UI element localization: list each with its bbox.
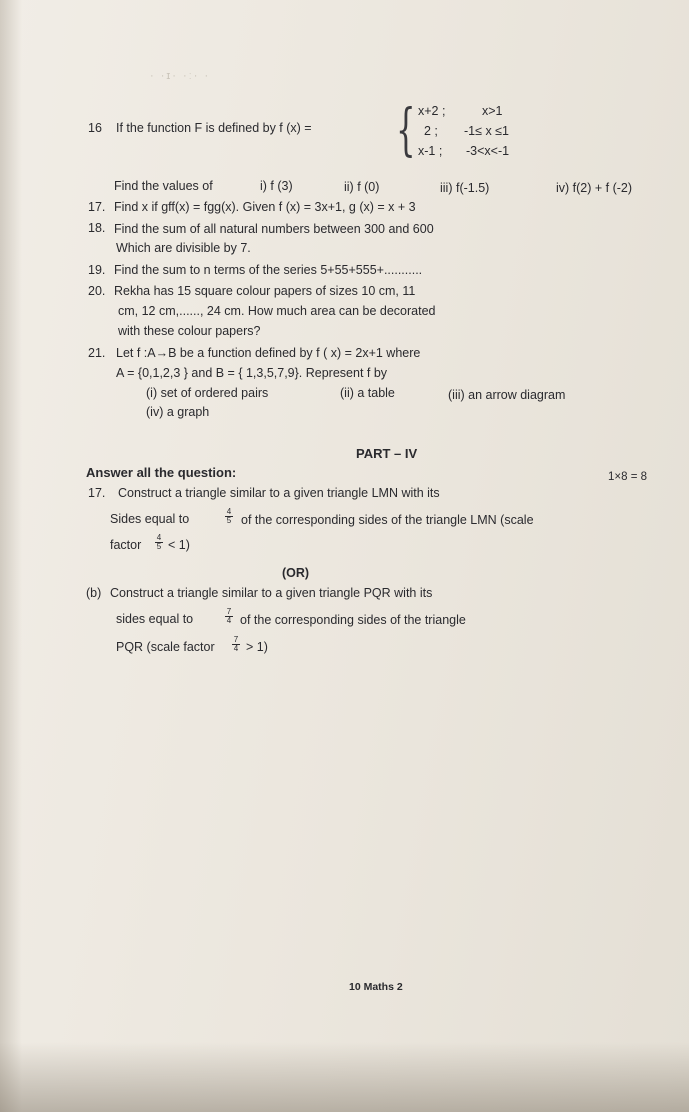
q16-case-3-cond: -3<x<-1 bbox=[466, 144, 510, 158]
q18-line-2: Which are divisible by 7. bbox=[116, 241, 251, 255]
q16-case-2-cond: -1≤ x ≤1 bbox=[464, 124, 509, 138]
qb-line-3a: PQR (scale factor bbox=[116, 640, 215, 654]
q16-case-1-cond: x>1 bbox=[482, 104, 503, 118]
qb-line-3b: > 1) bbox=[246, 640, 268, 654]
q16-case-1-expr: x+2 ; bbox=[418, 104, 446, 118]
q20-line-2: cm, 12 cm,......, 24 cm. How much area can be decorated bbox=[118, 304, 436, 318]
qb-fraction-2-den: 4 bbox=[233, 644, 239, 653]
q21-option-ii: (ii) a table bbox=[340, 386, 395, 400]
qb-fraction-2 bbox=[232, 636, 240, 653]
piecewise-brace: { bbox=[396, 98, 416, 163]
section-instruction: Answer all the question: bbox=[86, 465, 237, 480]
q16-part-i: i) f (3) bbox=[260, 179, 293, 193]
page-left-shadow bbox=[0, 0, 22, 1112]
marks-scheme: 1×8 = 8 bbox=[608, 471, 648, 483]
q17b-fraction-1-den: 5 bbox=[226, 516, 232, 525]
qb-line-2a: sides equal to bbox=[116, 612, 194, 626]
q18-number: 18. bbox=[88, 221, 106, 235]
q19-number: 19. bbox=[88, 263, 106, 277]
q17b-number: 17. bbox=[88, 486, 106, 500]
q16-part-ii: ii) f (0) bbox=[344, 180, 380, 194]
qb-fraction-2-num: 7 bbox=[233, 635, 239, 644]
q20-line-3: with these colour papers? bbox=[118, 324, 261, 338]
q17b-line-2b: of the corresponding sides of the triangle LMN (scale bbox=[241, 513, 534, 527]
qb-fraction-1 bbox=[225, 608, 233, 625]
part-title: PART – IV bbox=[356, 446, 418, 461]
q16-part-iii: iii) f(-1.5) bbox=[440, 181, 490, 195]
q20-number: 20. bbox=[88, 284, 106, 298]
q16-find-label: Find the values of bbox=[114, 179, 213, 193]
q21-option-i: (i) set of ordered pairs bbox=[146, 386, 269, 400]
q19-text: Find the sum to n terms of the series 5+55+555+........... bbox=[114, 263, 423, 277]
q16-stem: If the function F is defined by f (x) = bbox=[116, 121, 312, 135]
q21-option-iv: (iv) a graph bbox=[146, 405, 210, 419]
q16-case-3-expr: x-1 ; bbox=[418, 144, 443, 158]
qb-line-2b: of the corresponding sides of the triangle bbox=[240, 613, 466, 627]
q17-number: 17. bbox=[88, 200, 106, 214]
q21-line-1: Let f :A→B be a function defined by f ( x) = 2x+1 where bbox=[116, 346, 421, 360]
faded-header-text: · ·ɪ· ·ː· · bbox=[150, 70, 211, 82]
q17b-fraction-1-num: 4 bbox=[226, 507, 232, 516]
q16-case-2-expr: 2 ; bbox=[424, 124, 438, 138]
q20-line-1: Rekha has 15 square colour papers of sizes 10 cm, 11 bbox=[114, 284, 416, 298]
or-label: (OR) bbox=[282, 566, 310, 580]
q21-number: 21. bbox=[88, 346, 106, 360]
q17b-fraction-2 bbox=[155, 534, 163, 551]
q17-text: Find x if gff(x) = fgg(x). Given f (x) = 3x+1, g (x) = x + 3 bbox=[114, 200, 416, 214]
q17b-line-1: Construct a triangle similar to a given triangle LMN with its bbox=[118, 486, 440, 500]
q18-line-1: Find the sum of all natural numbers between 300 and 600 bbox=[114, 222, 434, 236]
q17b-fraction-2-num: 4 bbox=[156, 533, 162, 542]
q17b-line-3b: < 1) bbox=[168, 538, 190, 552]
page-footer: 10 Maths 2 bbox=[349, 981, 403, 993]
qb-fraction-1-den: 4 bbox=[226, 616, 232, 625]
q17b-line-3a: factor bbox=[110, 538, 142, 552]
qb-fraction-1-num: 7 bbox=[226, 607, 232, 616]
qb-line-1: Construct a triangle similar to a given triangle PQR with its bbox=[110, 586, 433, 600]
q16-part-iv: iv) f(2) + f (-2) bbox=[556, 181, 633, 195]
q16-number: 16 bbox=[88, 121, 102, 135]
q21-option-iii: (iii) an arrow diagram bbox=[448, 388, 566, 402]
q21-line-2: A = {0,1,2,3 } and B = { 1,3,5,7,9}. Represent f by bbox=[116, 366, 388, 380]
q17b-line-2a: Sides equal to bbox=[110, 512, 190, 526]
q17b-fraction-1 bbox=[225, 508, 233, 525]
qb-label: (b) bbox=[86, 586, 102, 600]
page-bottom-shadow bbox=[0, 1042, 689, 1112]
q17b-fraction-2-den: 5 bbox=[156, 542, 162, 551]
